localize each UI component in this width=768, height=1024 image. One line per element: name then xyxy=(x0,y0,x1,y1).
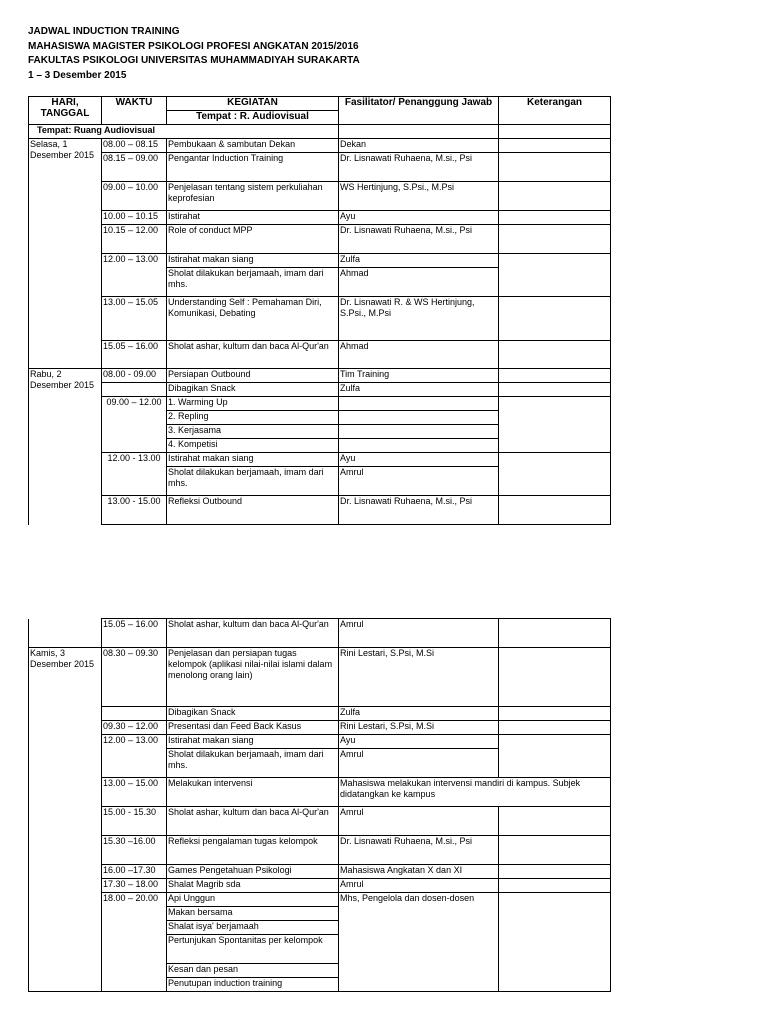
waktu-cell: 09.30 – 12.00 xyxy=(102,721,167,735)
keterangan-cell xyxy=(499,297,611,341)
keterangan-cell xyxy=(499,383,611,397)
waktu-cell xyxy=(102,383,167,397)
document-header xyxy=(28,25,360,83)
kegiatan-cell: Shalat isya' berjamaah xyxy=(167,921,339,935)
fasilitator-cell xyxy=(339,439,499,453)
fasilitator-cell: Mhs, Pengelola dan dosen-dosen xyxy=(339,893,499,992)
col-header-kegiatan: KEGIATAN xyxy=(167,97,339,111)
keterangan-cell xyxy=(499,836,611,865)
col-header-hari: HARI, TANGGAL xyxy=(29,97,102,125)
fasilitator-cell: Dr. Lisnawati R. & WS Hertinjung, S.Psi., M.Psi xyxy=(339,297,499,341)
waktu-cell: 13.00 – 15.00 xyxy=(102,778,167,807)
waktu-cell: 08.15 – 09.00 xyxy=(102,153,167,182)
fasilitator-cell: Amrul xyxy=(339,467,499,496)
fasilitator-cell: Ayu xyxy=(339,735,499,749)
kegiatan-cell: 1. Warming Up xyxy=(167,397,339,411)
kegiatan-cell: Penutupan induction training xyxy=(167,978,339,992)
header-subtitle: MAHASISWA MAGISTER PSIKOLOGI PROFESI ANGKATAN 2015/2016 xyxy=(28,40,359,52)
day-cell xyxy=(29,619,102,648)
kegiatan-cell: Sholat dilakukan berjamaah, imam dari mhs. xyxy=(167,467,339,496)
fasilitator-cell: Ahmad xyxy=(339,341,499,369)
table-row xyxy=(29,182,611,211)
table-row xyxy=(29,735,611,749)
table-row xyxy=(29,453,611,467)
fasilitator-cell: Ayu xyxy=(339,453,499,467)
fasilitator-cell: Dr. Lisnawati Ruhaena, M.si., Psi xyxy=(339,225,499,254)
fasilitator-cell: Rini Lestari, S.Psi, M.Si xyxy=(339,721,499,735)
keterangan-cell xyxy=(499,139,611,153)
table-row xyxy=(29,648,611,707)
keterangan-cell xyxy=(499,619,611,648)
header-title: JADWAL INDUCTION TRAINING xyxy=(28,26,180,37)
tempat-subheader: Tempat : R. Audiovisual xyxy=(167,111,339,125)
keterangan-cell xyxy=(499,153,611,182)
tempat-row: Tempat: Ruang Audiovisual xyxy=(29,125,339,139)
fasilitator-cell: Zulfa xyxy=(339,707,499,721)
table-row xyxy=(29,865,611,879)
keterangan-cell xyxy=(499,225,611,254)
fasilitator-cell: Dekan xyxy=(339,139,499,153)
kegiatan-cell: Makan bersama xyxy=(167,907,339,921)
waktu-cell: 15.05 – 16.00 xyxy=(102,619,167,648)
kegiatan-cell: Refleksi pengalaman tugas kelompok xyxy=(167,836,339,865)
waktu-cell: 10.15 – 12.00 xyxy=(102,225,167,254)
day-cell: Kamis, 3 Desember 2015 xyxy=(29,648,102,992)
keterangan-cell xyxy=(499,453,611,496)
schedule-table-part-1 xyxy=(28,96,611,525)
table-row xyxy=(29,778,611,807)
table-row xyxy=(29,397,611,411)
keterangan-cell xyxy=(499,735,611,778)
col-header-waktu: WAKTU xyxy=(102,97,167,125)
keterangan-cell xyxy=(499,254,611,297)
kegiatan-cell: Dibagikan Snack xyxy=(167,707,339,721)
keterangan-cell xyxy=(499,721,611,735)
keterangan-cell xyxy=(499,496,611,525)
waktu-cell: 13.00 - 15.00 xyxy=(102,496,167,525)
waktu-cell: 15.05 – 16.00 xyxy=(102,341,167,369)
table-row xyxy=(29,721,611,735)
table-row xyxy=(29,879,611,893)
fasilitator-cell: Rini Lestari, S.Psi, M.Si xyxy=(339,648,499,707)
keterangan-cell xyxy=(499,648,611,707)
fasilitator-cell: Zulfa xyxy=(339,383,499,397)
table-row xyxy=(29,297,611,341)
keterangan-cell xyxy=(499,879,611,893)
keterangan-cell xyxy=(499,182,611,211)
kegiatan-cell: Istirahat makan siang xyxy=(167,453,339,467)
fasilitator-cell: Mahasiswa melakukan intervensi mandiri di kampus. Subjek didatangkan ke kampus xyxy=(339,778,611,807)
fasilitator-cell: WS Hertinjung, S.Psi., M.Psi xyxy=(339,182,499,211)
keterangan-cell xyxy=(499,211,611,225)
waktu-cell: 10.00 – 10.15 xyxy=(102,211,167,225)
waktu-cell: 08.00 – 08.15 xyxy=(102,139,167,153)
keterangan-cell xyxy=(499,397,611,453)
kegiatan-cell: Shalat Magrib sda xyxy=(167,879,339,893)
keterangan-cell xyxy=(499,807,611,836)
waktu-cell: 08.30 – 09.30 xyxy=(102,648,167,707)
fasilitator-cell: Amrul xyxy=(339,807,499,836)
keterangan-cell xyxy=(499,893,611,992)
kegiatan-cell: Sholat ashar, kultum dan baca Al-Qur'an xyxy=(167,807,339,836)
waktu-cell: 12.00 – 13.00 xyxy=(102,254,167,297)
kegiatan-cell: Refleksi Outbound xyxy=(167,496,339,525)
fasilitator-cell: Tim Training xyxy=(339,369,499,383)
kegiatan-cell: Pertunjukan Spontanitas per kelompok xyxy=(167,935,339,964)
table-row xyxy=(29,707,611,721)
table-row xyxy=(29,496,611,525)
table-row xyxy=(29,139,611,153)
empty-cell xyxy=(339,125,499,139)
waktu-cell: 17.30 – 18.00 xyxy=(102,879,167,893)
header-date: 1 – 3 Desember 2015 xyxy=(28,69,127,81)
table-row xyxy=(29,369,611,383)
kegiatan-cell: Sholat dilakukan berjamaah, imam dari mhs. xyxy=(167,749,339,778)
waktu-cell: 15.30 –16.00 xyxy=(102,836,167,865)
table-row xyxy=(29,341,611,369)
kegiatan-cell: Dibagikan Snack xyxy=(167,383,339,397)
table-row xyxy=(29,619,611,648)
fasilitator-cell: Ahmad xyxy=(339,268,499,297)
waktu-cell: 09.00 – 12.00 xyxy=(102,397,167,453)
waktu-cell: 12.00 – 13.00 xyxy=(102,735,167,778)
keterangan-cell xyxy=(499,369,611,383)
fasilitator-cell: Ayu xyxy=(339,211,499,225)
empty-cell xyxy=(499,125,611,139)
day-cell: Rabu, 2 Desember 2015 xyxy=(29,369,102,525)
fasilitator-cell: Amrul xyxy=(339,879,499,893)
waktu-cell: 13.00 – 15.05 xyxy=(102,297,167,341)
kegiatan-cell: 2. Repling xyxy=(167,411,339,425)
kegiatan-cell: 4. Kompetisi xyxy=(167,439,339,453)
waktu-cell xyxy=(102,707,167,721)
kegiatan-cell: Role of conduct MPP xyxy=(167,225,339,254)
kegiatan-cell: Api Unggun xyxy=(167,893,339,907)
keterangan-cell xyxy=(499,707,611,721)
fasilitator-cell xyxy=(339,411,499,425)
table-row xyxy=(29,211,611,225)
waktu-cell: 18.00 – 20.00 xyxy=(102,893,167,992)
table-row xyxy=(29,836,611,865)
kegiatan-cell: Melakukan intervensi xyxy=(167,778,339,807)
col-header-keterangan: Keterangan xyxy=(499,97,611,125)
schedule-table-part-2 xyxy=(28,618,611,992)
keterangan-cell xyxy=(499,341,611,369)
keterangan-cell xyxy=(499,865,611,879)
table-row xyxy=(29,153,611,182)
fasilitator-cell: Mahasiswa Angkatan X dan XI xyxy=(339,865,499,879)
fasilitator-cell: Dr. Lisnawati Ruhaena, M.si., Psi xyxy=(339,836,499,865)
day-cell: Selasa, 1 Desember 2015 xyxy=(29,139,102,369)
fasilitator-cell xyxy=(339,425,499,439)
waktu-cell: 16.00 –17.30 xyxy=(102,865,167,879)
kegiatan-cell: Sholat dilakukan berjamaah, imam dari mhs. xyxy=(167,268,339,297)
kegiatan-cell: Sholat ashar, kultum dan baca Al-Qur'an xyxy=(167,619,339,648)
fasilitator-cell: Dr. Lisnawati Ruhaena, M.si., Psi xyxy=(339,496,499,525)
kegiatan-cell: Sholat ashar, kultum dan baca Al-Qur'an xyxy=(167,341,339,369)
header-faculty: FAKULTAS PSIKOLOGI UNIVERSITAS MUHAMMADIYAH SURAKARTA xyxy=(28,55,360,66)
table-row xyxy=(29,225,611,254)
kegiatan-cell: Persiapan Outbound xyxy=(167,369,339,383)
kegiatan-cell: Games Pengetahuan Psikologi xyxy=(167,865,339,879)
col-header-fasilitator: Fasilitator/ Penanggung Jawab xyxy=(339,97,499,125)
kegiatan-cell: Understanding Self : Pemahaman Diri, Komunikasi, Debating xyxy=(167,297,339,341)
kegiatan-cell: Penjelasan tentang sistem perkuliahan keprofesian xyxy=(167,182,339,211)
table-row xyxy=(29,254,611,268)
kegiatan-cell: Istirahat makan siang xyxy=(167,254,339,268)
kegiatan-cell: Presentasi dan Feed Back Kasus xyxy=(167,721,339,735)
fasilitator-cell xyxy=(339,397,499,411)
waktu-cell: 08.00 - 09.00 xyxy=(102,369,167,383)
waktu-cell: 09.00 – 10.00 xyxy=(102,182,167,211)
kegiatan-cell: Pengantar Induction Training xyxy=(167,153,339,182)
table-row xyxy=(29,807,611,836)
fasilitator-cell: Dr. Lisnawati Ruhaena, M.si., Psi xyxy=(339,153,499,182)
waktu-cell: 15.00 - 15.30 xyxy=(102,807,167,836)
fasilitator-cell: Amrul xyxy=(339,749,499,778)
table-row xyxy=(29,383,611,397)
kegiatan-cell: Istirahat xyxy=(167,211,339,225)
waktu-cell: 12.00 - 13.00 xyxy=(102,453,167,496)
kegiatan-cell: Penjelasan dan persiapan tugas kelompok (aplikasi nilai-nilai islami dalam menolong orang lain) xyxy=(167,648,339,707)
kegiatan-cell: Istirahat makan siang xyxy=(167,735,339,749)
fasilitator-cell: Zulfa xyxy=(339,254,499,268)
kegiatan-cell: 3. Kerjasama xyxy=(167,425,339,439)
table-row xyxy=(29,893,611,907)
fasilitator-cell: Amrul xyxy=(339,619,499,648)
kegiatan-cell: Pembukaan & sambutan Dekan xyxy=(167,139,339,153)
kegiatan-cell: Kesan dan pesan xyxy=(167,964,339,978)
